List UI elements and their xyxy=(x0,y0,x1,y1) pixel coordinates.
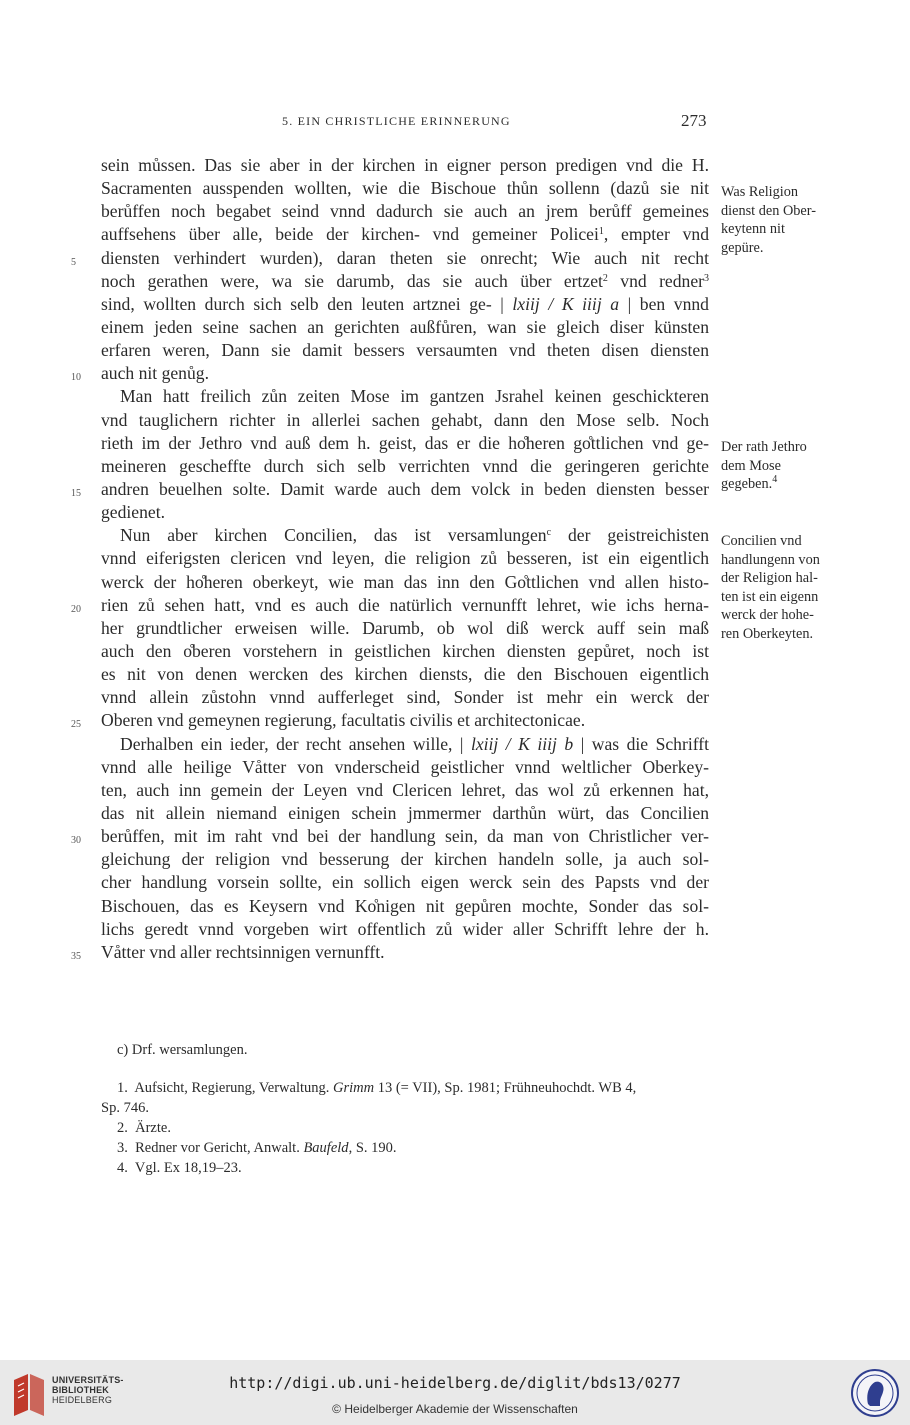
sidenote-line: gepüre. xyxy=(721,239,764,256)
text-line: vnnd alle heilige Våtter von vnderscheid geistlicher vnnd weltlicher Oberkey- xyxy=(101,756,709,777)
text-line: einem jeden seine sachen an gerichten außfůren, wan sie gleich diser künsten xyxy=(101,316,709,337)
footnote-ref: 1 xyxy=(598,226,604,238)
page-number: 273 xyxy=(681,111,707,130)
line-number: 5 xyxy=(71,256,76,268)
footnote-ref: 4 xyxy=(772,474,778,486)
running-head: 5. EIN CHRISTLICHE ERINNERUNG xyxy=(282,114,511,128)
text-line: Nun aber kirchen Concilien, das ist versamlungen$^c$ der geistreichisten xyxy=(120,525,709,546)
academy-seal-icon xyxy=(850,1368,900,1418)
italic-ref: Grimm xyxy=(333,1080,375,1096)
footnote: 2. Ärzte. xyxy=(117,1120,171,1136)
line-number: 10 xyxy=(71,372,81,384)
footnote-list xyxy=(101,1078,711,1178)
text-line: erfaren weren, Dann sie damit bessers versaumten vnd theten disen diensten xyxy=(101,340,709,361)
line-number: 20 xyxy=(71,603,81,615)
sidenote-line: gegeben. xyxy=(721,476,773,493)
footnote-number: 1. xyxy=(117,1080,128,1096)
footnote: 3. Redner vor Gericht, Anwalt. Baufeld, S. 190. xyxy=(117,1140,397,1156)
permalink-url[interactable]: http://digi.ub.uni-heidelberg.de/diglit/bds13/0277 xyxy=(229,1374,681,1392)
footer-bar xyxy=(0,1360,910,1425)
text-line: lichs geredt vnnd vorgeben wirt offentlich zů wider aller Schrifft lehre der h. xyxy=(101,918,709,939)
copyright: © Heidelberger Akademie der Wissenschaften xyxy=(332,1402,578,1416)
text-line: berůffen noch begabet seind vnnd dadurch sie auch an jrem berůff gemeines xyxy=(101,201,709,222)
sidenote-line: werck der hohe- xyxy=(721,607,814,624)
text-line: Derhalben ein ieder, der recht ansehen wille, | lxiij / K iiij b | was die Schrifft xyxy=(120,733,709,754)
text-line: 15 andren beuelhen solte. Damit warde auch dem volck in beden diensten besser xyxy=(101,478,709,501)
sidenote-line: keytenn nit xyxy=(721,221,785,238)
line-number: 25 xyxy=(71,719,81,731)
text-line: ten, auch inn gemein der Leyen vnd Clericen lehret, das wol zů erkennen hat, xyxy=(101,779,709,800)
text-line: cher handlung vorsein sollte, ein sollich eigen werck sein des Papsts vnd der xyxy=(101,872,709,893)
text-line: das nit allein niemand einigen schein jmmermer darthůn würt, das Concilien xyxy=(101,802,709,823)
text-line: auffsehens über alle, beide der kirchen- vnd gemeiner Policei$^1$, empter vnd xyxy=(101,224,709,245)
apparatus-note: c) Drf. wersamlungen. xyxy=(117,1042,248,1058)
text-line: 35 Våtter vnd aller rechtsinnigen vernunfft. xyxy=(101,941,709,964)
text-line: 5 diensten verhindert wurden), daran theten sie onrecht; Wie auch nit recht xyxy=(101,247,709,270)
main-text xyxy=(71,154,709,964)
sidenote-concilien xyxy=(721,532,846,644)
footnote-ref: 3 xyxy=(704,272,709,284)
sidenote-line: dienst den Ober- xyxy=(721,202,816,219)
footnotes xyxy=(101,1040,711,1178)
footnote: 4. Vgl. Ex 18,19–23. xyxy=(117,1160,242,1176)
sidenote-line: ten ist ein eigenn xyxy=(721,588,819,605)
text-line: vnnd allein zůstohn vnnd aufferleget sind, Sonder ist mehr ein werck der xyxy=(101,687,709,708)
italic-ref: Baufeld xyxy=(303,1140,349,1156)
text-line: Man hatt freilich zůn zeiten Mose im gantzen Jsrahel keinen geschickteren xyxy=(120,386,709,407)
line-number: 15 xyxy=(71,487,81,499)
text-line: vnnd eiferigsten clericen vnd leyen, die religion zů besseren, ist ein eigentlich xyxy=(101,548,709,569)
footnote-ref: c xyxy=(546,527,552,539)
text-line: Sacramenten ausspenden wollten, wie die Bischoue thůn sollenn (dazů sie nit xyxy=(101,178,709,199)
sidenote-line: handlungenn von xyxy=(721,551,820,568)
folio-marker: lxiij / K iiij b xyxy=(470,733,574,754)
footnote: 1. Aufsicht, Regierung, Verwaltung. Grimm 13 (= VII), Sp. 1981; Frühneuhochdt. WB 4, xyxy=(117,1080,637,1096)
text-line: gedienet. xyxy=(101,502,165,523)
line-number: 35 xyxy=(71,950,81,962)
text-line: vnd tauglichern richter in allerlei sachen gehabt, dann den Mose selb. Noch xyxy=(101,409,709,430)
footnote-number: 2. xyxy=(117,1120,128,1136)
text-line: noch gerathen were, wa sie darumb, das sie auch über ertzet$^2$ vnd redner$^3$ xyxy=(101,270,709,291)
footnote-continuation: Sp. 746. xyxy=(101,1100,149,1116)
text-line: 30 berůffen, mit im raht vnd bei der handlung sein, da man von Christlicher ver- xyxy=(101,825,709,848)
text-line: gleichung der religion vnd besserung der kirchen handeln solle, ja auch sol- xyxy=(101,849,709,870)
text-line: es nit von denen wercken des kirchen diensts, die den Bischouen eigentlich xyxy=(101,664,709,685)
text-line: rieth im der Jethro vnd auß dem h. geist, das er die ho̊heren go̊ttlichen vnd ge- xyxy=(101,432,709,453)
sidenote-line: Concilien vnd xyxy=(721,533,802,549)
sidenote-line: der Religion hal- xyxy=(721,570,818,587)
sidenote-religion xyxy=(721,183,846,257)
sidenote-jethro xyxy=(721,438,846,494)
text-line: 25 Oberen vnd gemeynen regierung, facultatis civilis et architectonicae. xyxy=(101,709,709,732)
text-line: Bischouen, das es Keysern vnd Ko̊nigen nit gepůren mochte, Sonder das sol- xyxy=(101,895,709,916)
sidenote-line: Der rath Jethro xyxy=(721,439,807,455)
sidenote-line: ren Oberkeyten. xyxy=(721,625,814,642)
text-line: sind, wollten durch sich selb den leuten artznei ge- | lxiij / K iiij a | ben vnnd xyxy=(101,293,709,314)
library-name: UNIVERSITÄTS- BIBLIOTHEK HEIDELBERG xyxy=(52,1375,124,1405)
sidenote-line: dem Mose xyxy=(721,457,781,474)
text-line: auch den o̊beren vorstehern in geistlichen kirchen diensten gepůret, noch ist xyxy=(101,640,709,661)
text-line: sein můssen. Das sie aber in der kirchen in eigner person predigen vnd die H. xyxy=(101,155,709,175)
sidenote-line: Was Religion xyxy=(721,184,799,200)
text-line: 20 rien zů sehen hatt, vnd es auch die natürlich vernunfft lehret, wie ichs herna- xyxy=(101,594,709,617)
text-line: werck der ho̊heren oberkeyt, wie man das inn den Go̊ttlichen vnd allen histo- xyxy=(101,571,709,592)
footnote-number: 4. xyxy=(117,1160,128,1176)
text-line: her grundtlicher erweisen wille. Darumb, ob wol diß werck auff sein maß xyxy=(101,617,709,638)
text-line: meineren gescheffte durch sich selb verrichten vnnd die geringeren gerichte xyxy=(101,455,709,476)
folio-marker: lxiij / K iiij a xyxy=(512,293,620,314)
footnote-number: 3. xyxy=(117,1140,128,1156)
line-number: 30 xyxy=(71,835,81,847)
text-line: 10 auch nit genůg. xyxy=(101,362,709,385)
footnote-ref: 2 xyxy=(602,272,608,284)
